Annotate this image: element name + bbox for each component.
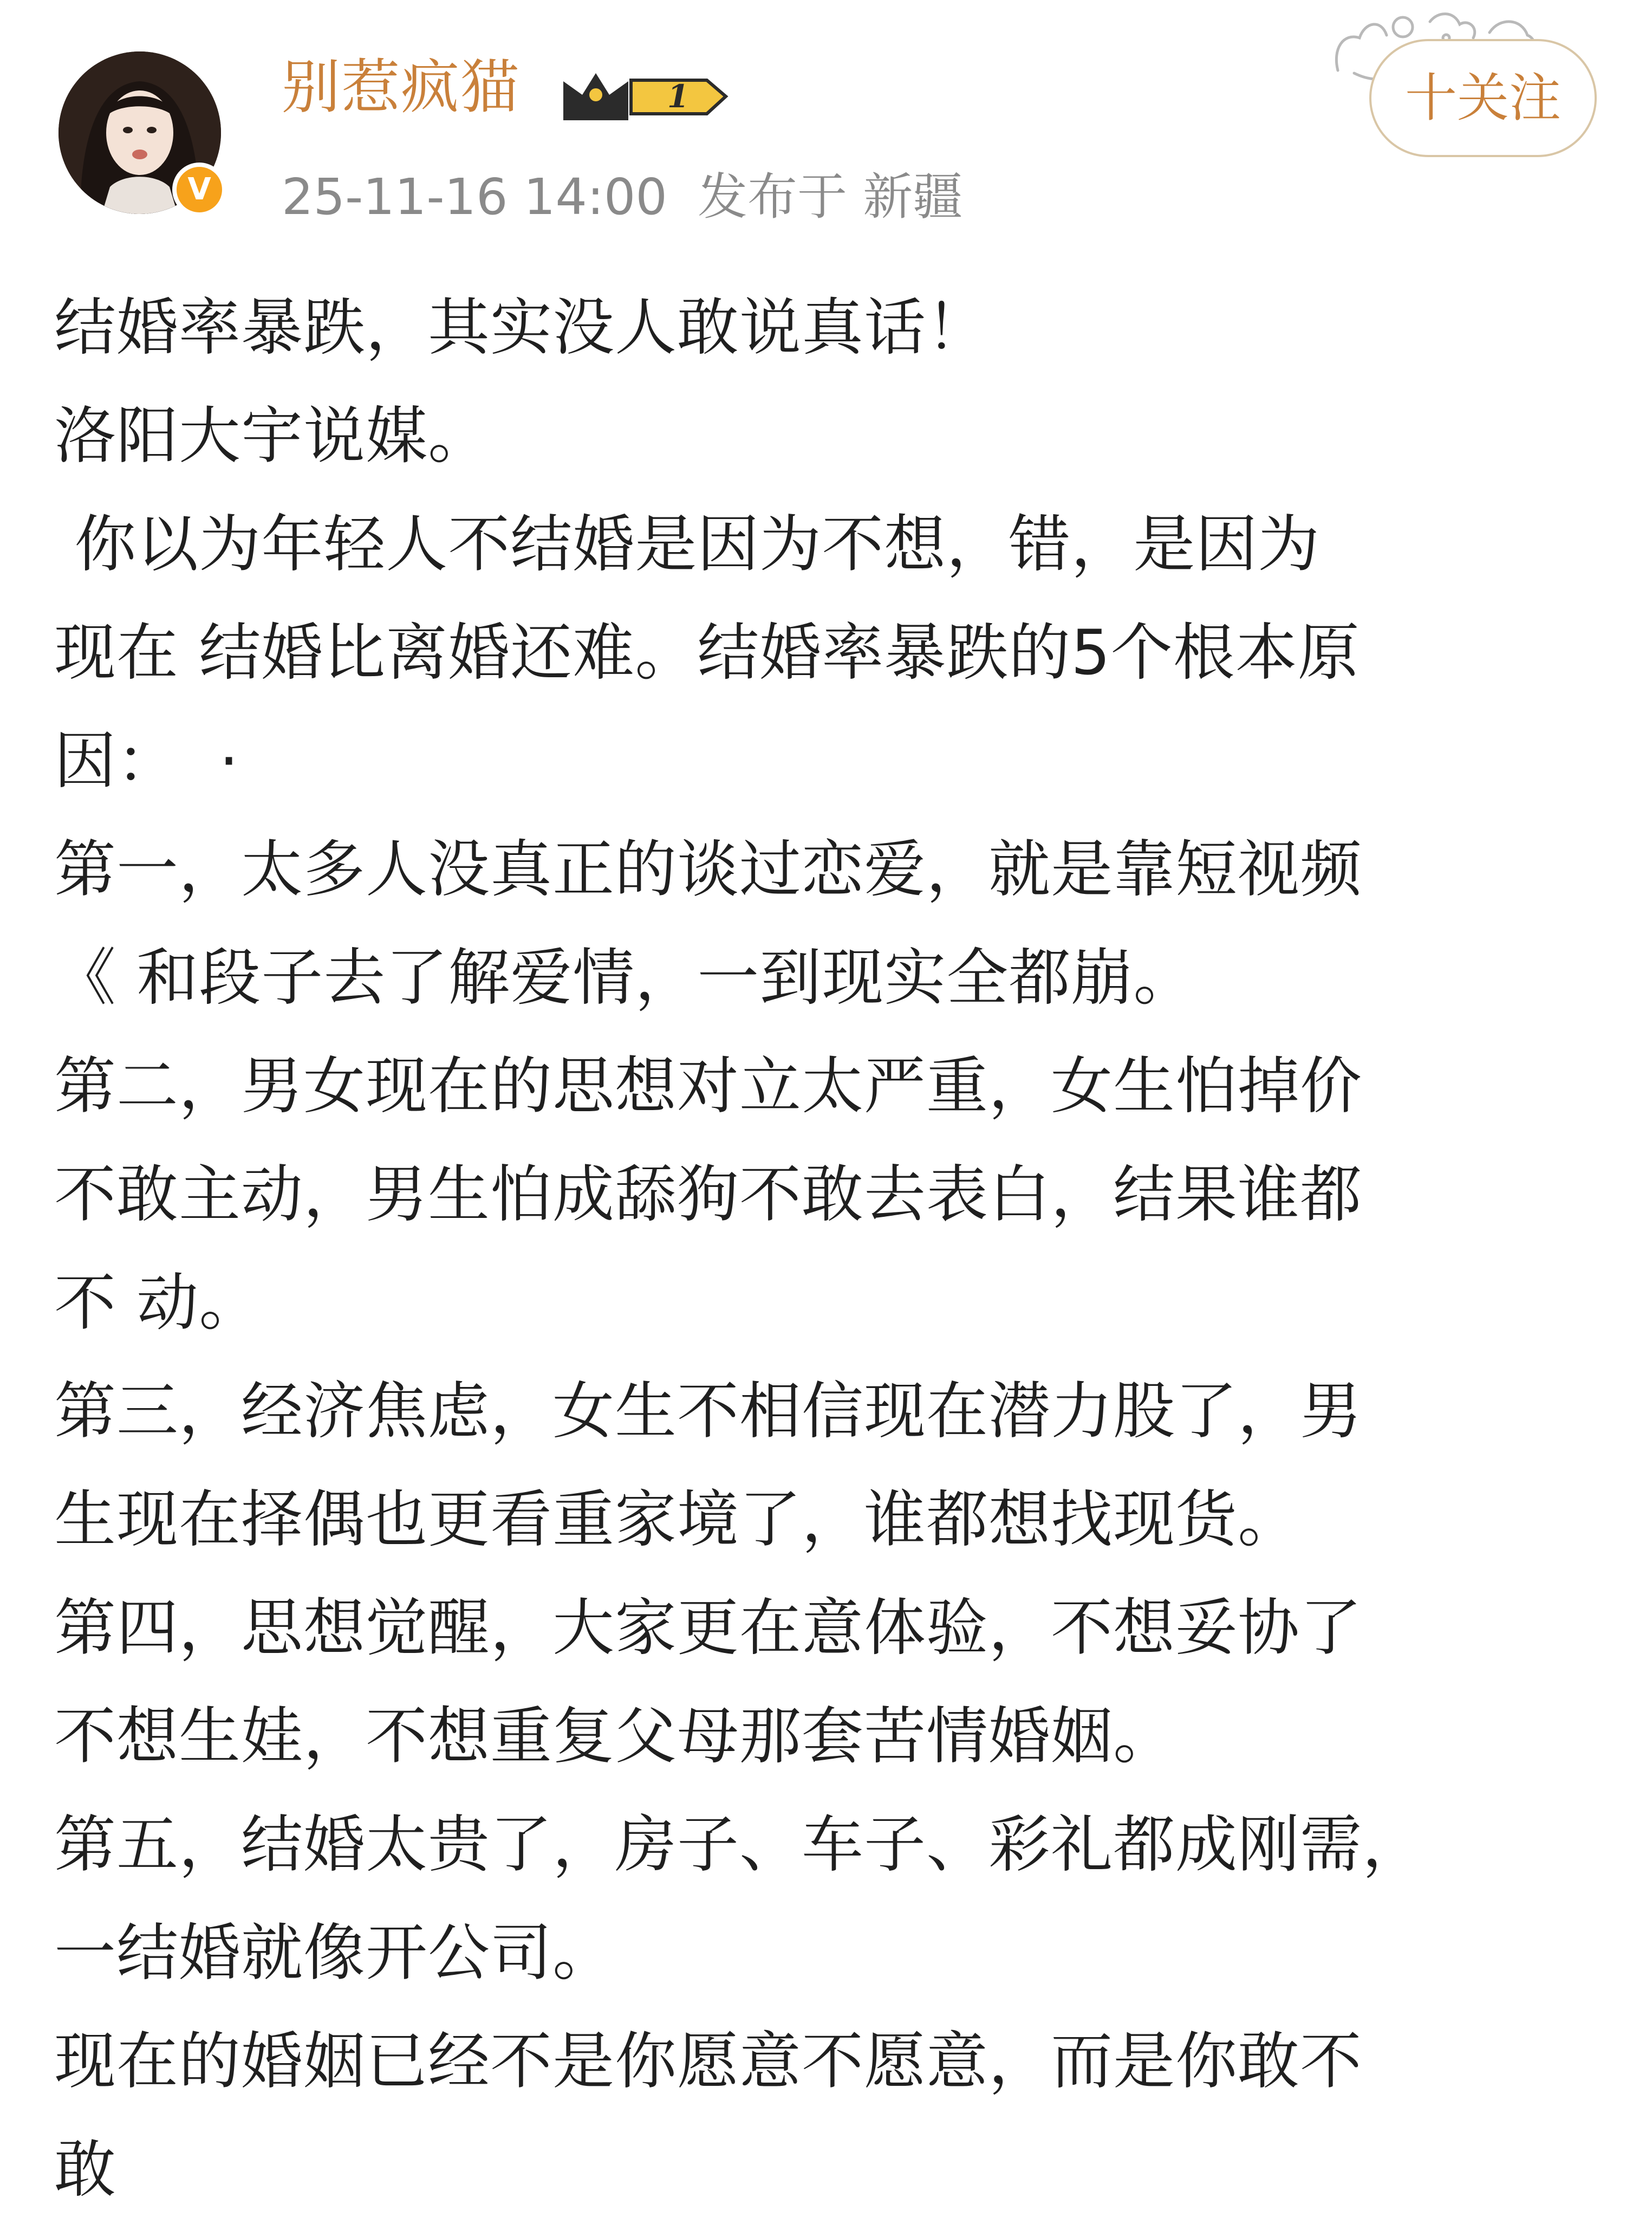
- post-header: [0, 0, 1652, 238]
- post-line: 第一，太多人没真正的谈过恋爱，就是靠短视频: [54, 833, 1363, 905]
- post-line: 不敢主动，男生怕成舔狗不敢去表白，结果谁都: [54, 1158, 1363, 1230]
- verified-badge-icon: [172, 163, 226, 217]
- crown-level-icon: [558, 65, 731, 125]
- post-date: 25-11-16 14:00: [282, 168, 667, 226]
- post-line: 现在的婚姻已经不是你愿意不愿意，而是你敢不: [54, 2025, 1363, 2097]
- post-line: 敢: [54, 2134, 117, 2206]
- post-line: 第二，男女现在的思想对立太严重，女生怕掉价: [54, 1050, 1363, 1122]
- follow-button-label: 十关注: [1405, 68, 1561, 128]
- level-badge-text: 1: [667, 78, 690, 115]
- post-line: 不想生娃，不想重复父母那套苦情婚姻。: [54, 1700, 1176, 1772]
- post-line: 洛阳大宇说媒。: [54, 400, 491, 472]
- post-line: 第五，结婚太贵了，房子、车子、彩礼都成刚需，: [54, 1808, 1425, 1881]
- post-line: 结婚率暴跌，其实没人敢说真话！: [54, 291, 989, 364]
- verified-badge-text: V: [187, 172, 211, 207]
- post-line: 因： ·: [54, 725, 239, 797]
- post-line: 《 和段子去了解爱情，一到现实全都崩。: [54, 942, 1196, 1014]
- follow-button[interactable]: [1369, 39, 1597, 157]
- post-body: [54, 274, 1601, 2224]
- post-line: 生现在择偶也更看重家境了，谁都想找现货。: [54, 1483, 1300, 1555]
- post-line: 不 动。: [54, 1267, 262, 1339]
- username[interactable]: 别惹疯猫: [282, 54, 521, 121]
- post-line: 一结婚就像开公司。: [54, 1917, 615, 1989]
- post-meta: [282, 168, 963, 226]
- post-line: 现在 结婚比离婚还难。结婚率暴跌的5个根本原: [54, 617, 1360, 689]
- post-location: 发布于 新疆: [697, 168, 963, 226]
- post-line: 第三，经济焦虑，女生不相信现在潜力股了，男: [54, 1375, 1363, 1447]
- post-line: 你以为年轻人不结婚是因为不想，错，是因为: [54, 508, 1321, 580]
- post-line: 第四，思想觉醒，大家更在意体验，不想妥协了: [54, 1592, 1363, 1664]
